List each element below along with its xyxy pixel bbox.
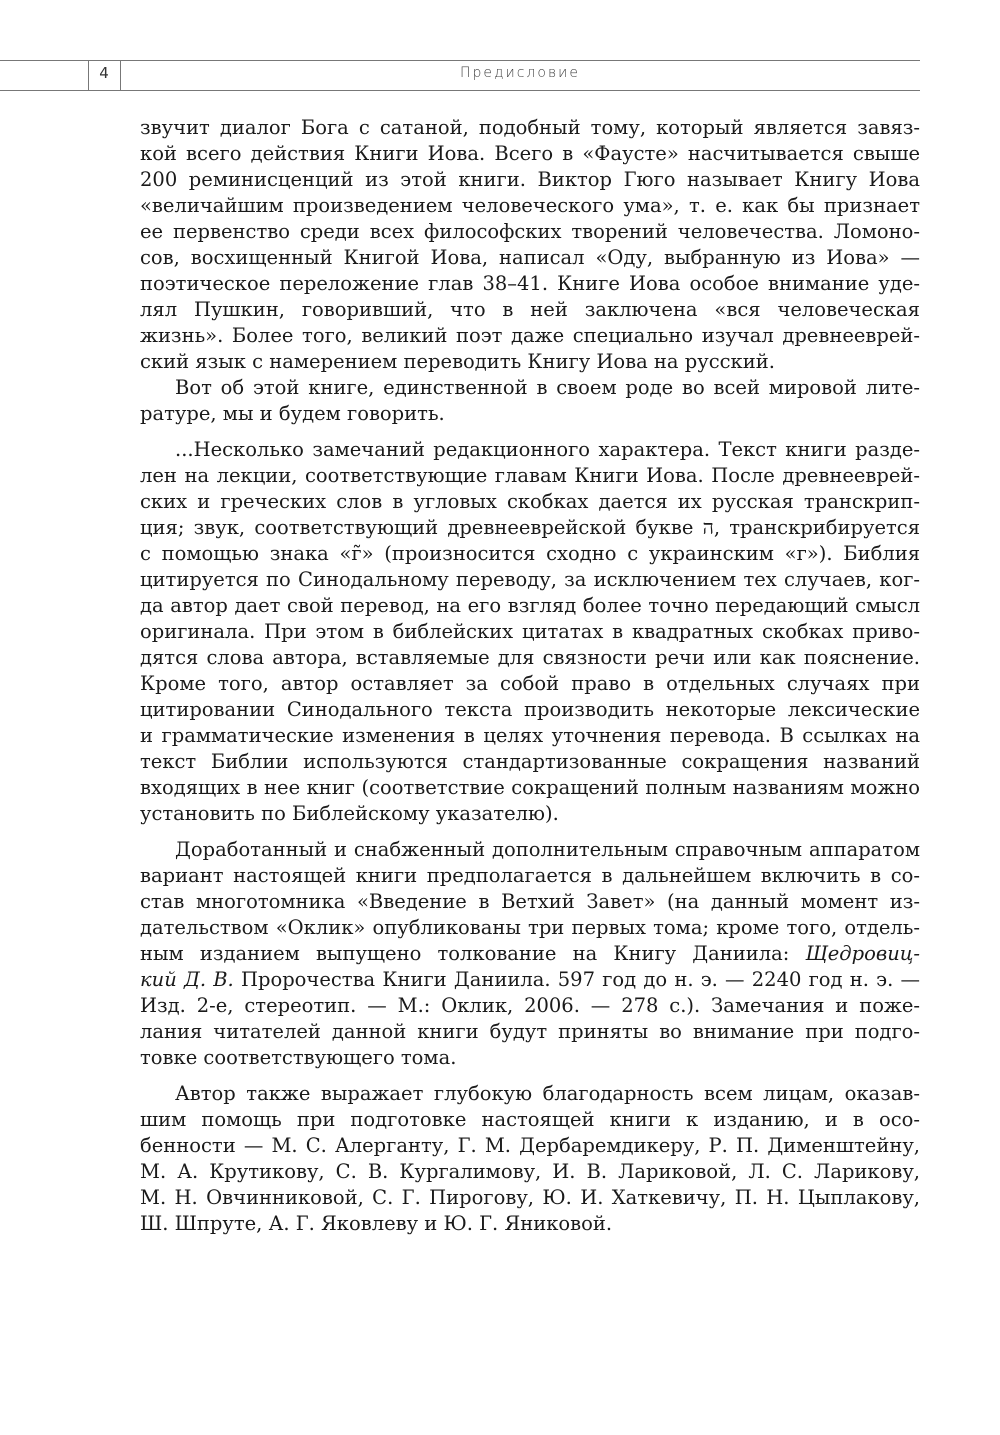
text-line: Изд. 2-е, стереотип. — М.: Оклик, 2006. — 278 с.). Замечания и поже- (140, 994, 920, 1017)
text-line: цитируется по Синодальному переводу, за исключением тех случаев, ког- (140, 568, 920, 591)
text-line: текст Библии используются стандартизованные сокращения названий (140, 750, 920, 773)
text-line: Ш. Шпруте, А. Г. Яковлеву и Ю. Г. Яниковой. (140, 1212, 613, 1235)
header-top-rule (0, 60, 920, 61)
page-number: 4 (99, 64, 109, 82)
text-line: оригинала. При этом в библейских цитатах в квадратных скобках приво- (140, 620, 920, 643)
text-line: и грамматические изменения в целях уточнения перевода. В ссылках на (140, 724, 920, 747)
text-line: поэтическое переложение глав 38–41. Книге Иова особое внимание уде- (140, 272, 920, 295)
text-line: кой всего действия Книги Иова. Всего в «Фаусте» насчитывается свыше (140, 142, 920, 165)
text-line: сов, восхищенный Книгой Иова, написал «Оду, выбранную из Иова» — (140, 246, 920, 269)
text-line: Вот об этой книге, единственной в своем роде во всей мировой лите- (175, 376, 920, 399)
text-line: входящих в нее книг (соответствие сокращений полным названиям можно (140, 776, 920, 799)
text-line: ным изданием выпущено толкование на Книгу Даниила: Щедровиц- (140, 942, 920, 965)
text-line: Автор также выражает глубокую благодарность всем лицам, оказав- (175, 1082, 920, 1105)
text-line: ее первенство среди всех философских творений человечества. Ломоно- (140, 220, 920, 243)
paragraph (140, 1081, 920, 1237)
text-line: с помощью знака «г̃» (произносится сходно с украинским «г»). Библия (140, 542, 920, 565)
paragraph (140, 437, 920, 827)
text-line: М. А. Крутикову, С. В. Кургалимову, И. В. Лариковой, Л. С. Ларикову, (140, 1160, 920, 1183)
body-text (140, 115, 920, 1247)
running-title: Предисловие (460, 65, 580, 81)
text-line: дятся слова автора, вставляемые для связности речи или как пояснение. (140, 646, 920, 669)
text-line: ских и греческих слов в угловых скобках дается их русская транскрип- (140, 490, 920, 513)
text-line: ...Несколько замечаний редакционного характера. Текст книги разде- (175, 438, 920, 461)
text-line: ратуре, мы и будем говорить. (140, 402, 445, 425)
text-line: жизнь». Более того, великий поэт даже специально изучал древнееврей- (140, 324, 920, 347)
text-line: звучит диалог Бога с сатаной, подобный тому, который является завяз- (140, 116, 920, 139)
text-line: шим помощь при подготовке настоящей книги к изданию, и в осо- (140, 1108, 920, 1131)
header-bottom-rule (0, 90, 920, 91)
text-line: ский язык с намерением переводить Книгу Иова на русский. (140, 350, 775, 373)
text-line: лен на лекции, соответствующие главам Книги Иова. После древнееврей- (140, 464, 920, 487)
text-line: кий Д. В. Пророчества Книги Даниила. 597 год до н. э. — 2240 год н. э. — (140, 968, 920, 991)
text-line: лания читателей данной книги будут приняты во внимание при подго- (140, 1020, 920, 1043)
paragraph (140, 115, 920, 375)
text-line: дательством «Оклик» опубликованы три первых тома; кроме того, отдель- (140, 916, 920, 939)
text-line: став многотомника «Введение в Ветхий Завет» (на данный момент из- (140, 890, 920, 913)
text-line: М. Н. Овчинниковой, С. Г. Пирогову, Ю. И. Хаткевичу, П. Н. Цыплакову, (140, 1186, 920, 1209)
text-line: бенности — М. С. Алерганту, Г. М. Дербаремдикеру, Р. П. Дименштейну, (140, 1134, 920, 1157)
text-line: Доработанный и снабженный дополнительным справочным аппаратом (175, 838, 920, 861)
text-line: товке соответствующего тома. (140, 1046, 457, 1069)
text-line: установить по Библейскому указателю). (140, 802, 559, 825)
text-line: 200 реминисценций из этой книги. Виктор Гюго называет Книгу Иова (140, 168, 920, 191)
paragraph (140, 375, 920, 427)
text-line: да автор дает свой перевод, на его взгляд более точно передающий смысл (140, 594, 920, 617)
text-line: Кроме того, автор оставляет за собой право в отдельных случаях при (140, 672, 920, 695)
paragraph (140, 837, 920, 1071)
text-line: вариант настоящей книги предполагается в дальнейшем включить в со- (140, 864, 920, 887)
text-line: лял Пушкин, говоривший, что в ней заключена «вся человеческая (140, 298, 920, 321)
text-line: цитировании Синодального текста производить некоторые лексические (140, 698, 920, 721)
text-line: ция; звук, соответствующий древнееврейской букве ה, транскрибируется (140, 516, 920, 539)
text-line: «величайшим произведением человеческого ума», т. е. как бы признает (140, 194, 920, 217)
